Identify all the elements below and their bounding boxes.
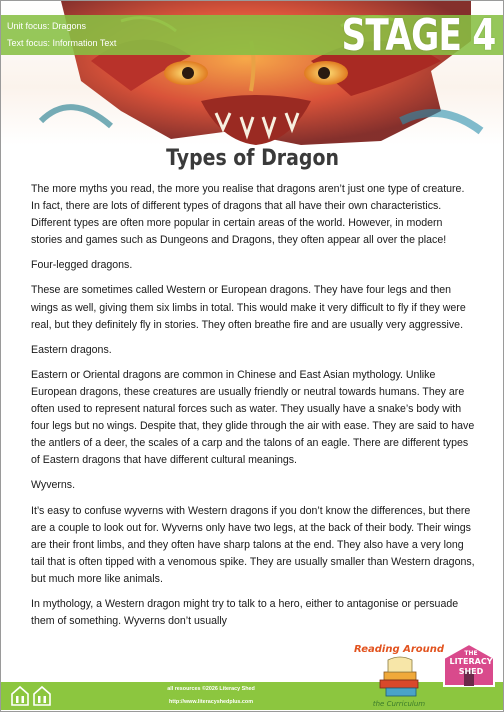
section-heading-eastern: Eastern dragons. xyxy=(31,343,112,356)
eastern-paragraph: Eastern or Oriental dragons are common in Chinese and East Asian mythology. Unlike European dragons, these creatures are usually friendly or neutral towards humans. They are often used to represent natural forces such as water. They usually have a snake’s body with four legs but no wings. Despite that, they glide through the air with ease. They are said to have the antlers of a deer, the scales of a carp and the talons of an eagle. There are different types of Eastern dragons that have different cultural meanings. xyxy=(31,368,475,467)
reading-around-curriculum-logo xyxy=(353,638,445,710)
footer-url[interactable]: http://www.literacyshedplus.com xyxy=(169,699,253,705)
copyright-text: all resources ©2026 Literacy Shed xyxy=(167,686,255,692)
page-title xyxy=(0,146,504,171)
literacy-shed-logo-text xyxy=(446,650,496,677)
intro-paragraph: The more myths you read, the more you realise that dragons aren’t just one type of creature. In fact, there are lots of different types of dragons that all have their own characteristics. Different types are often more popular in certain areas of the world. However, in modern stories and games such as Dungeons and Dragons, they often appear all over the place! xyxy=(31,183,465,247)
section-heading-four-legged: Four-legged dragons. xyxy=(31,259,133,272)
stage-heading: STAGE 4 xyxy=(340,10,495,61)
page-title-text: Types of Dragon xyxy=(165,146,339,171)
article-body xyxy=(31,181,475,638)
logo-line-literacy: LITERACY xyxy=(449,657,493,666)
book-stack-icon xyxy=(380,657,418,696)
svg-text:Reading Around: Reading Around xyxy=(353,644,445,655)
four-legged-paragraph: These are sometimes called Western or European dragons. They have four legs and then wings as well, giving them six limbs in total. This would make it very difficult to fly if they were real, but they definitely fly in stories. They often breathe fire and are usually very aggressive. xyxy=(31,284,466,331)
unit-focus-label: Unit focus: Dragons xyxy=(7,21,87,31)
logo-line-shed: SHED xyxy=(458,667,484,676)
section-heading-wyverns: Wyverns. xyxy=(31,479,76,492)
text-focus-label: Text focus: Information Text xyxy=(7,38,117,48)
wyverns-paragraph: It’s easy to confuse wyverns with Western dragons if you don’t know the differences, but there are a couple to look out for. Wyverns only have two legs, at the back of their body. Their wings are their front limbs, and they often have sharp talons at the end. They also have a very long tail that is often tipped with a venomous spike. They are usually smaller than Western dragons, but much more like animals. xyxy=(31,504,475,585)
mythology-paragraph: In mythology, a Western dragon might try to talk to a hero, either to antagonise or persuade them of something. Wyverns don’t usually xyxy=(31,597,459,628)
logo-line-the: THE xyxy=(464,650,478,657)
svg-text:the Curriculum: the Curriculum xyxy=(372,700,426,708)
header-banner xyxy=(1,1,503,145)
